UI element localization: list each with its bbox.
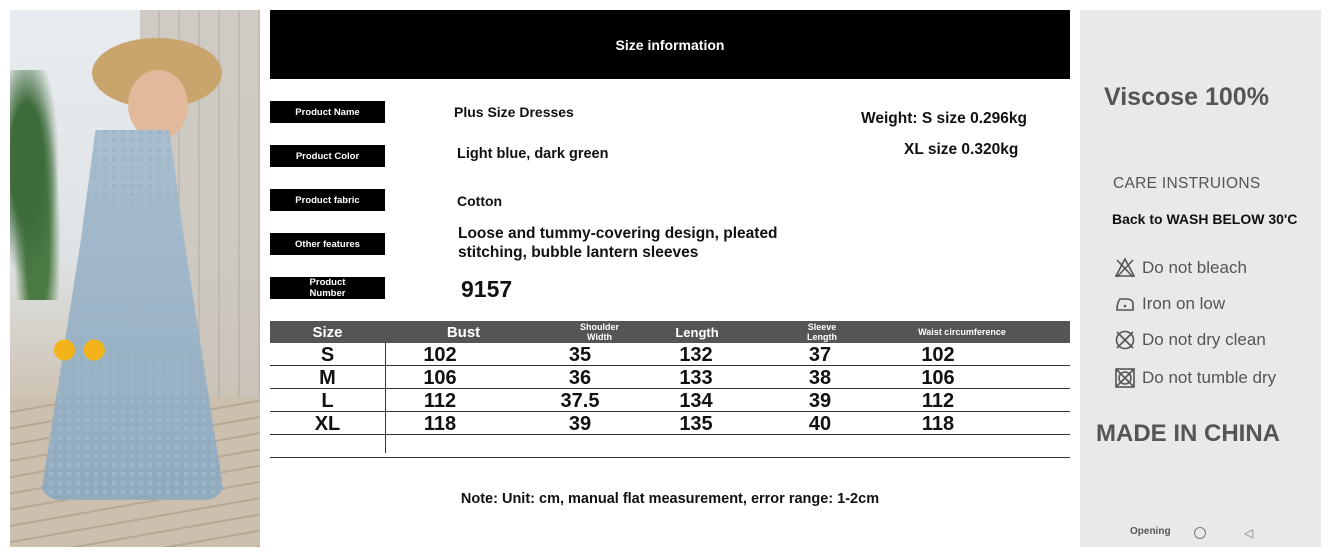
size-table bbox=[270, 321, 1070, 458]
cell-bust: 118 bbox=[423, 413, 457, 435]
weight-xl: XL size 0.320kg bbox=[904, 141, 1019, 158]
cell-shoulder: 39 bbox=[568, 413, 592, 435]
header-length: Length bbox=[675, 324, 719, 340]
cell-sleeve: 37 bbox=[808, 344, 832, 366]
table-row bbox=[270, 389, 1070, 412]
cell-length: 135 bbox=[679, 413, 713, 435]
iron-low-icon bbox=[1114, 293, 1136, 315]
no-tumble-dry-icon bbox=[1114, 367, 1136, 389]
cell-shoulder: 37.5 bbox=[560, 390, 600, 412]
care-item-text: Iron on low bbox=[1142, 294, 1226, 313]
table-row bbox=[270, 366, 1070, 389]
product-photo bbox=[10, 10, 260, 547]
plant bbox=[10, 70, 65, 300]
wash-instruction: Back to WASH BELOW 30'C bbox=[1112, 211, 1298, 227]
no-bleach-icon bbox=[1114, 257, 1136, 279]
header-sleeve-length: Sleeve Length bbox=[807, 322, 837, 342]
care-item-text: Do not bleach bbox=[1142, 258, 1247, 277]
cell-size: S bbox=[320, 344, 335, 366]
table-row bbox=[270, 412, 1070, 435]
size-info-banner bbox=[270, 10, 1070, 79]
cell-bust: 106 bbox=[423, 367, 457, 389]
value-product-color: Light blue, dark green bbox=[457, 146, 609, 162]
header-waist-circumference: Waist circumference bbox=[918, 327, 1006, 337]
table-row bbox=[270, 343, 1070, 366]
label-product-number: Product Number bbox=[270, 277, 385, 299]
cell-sleeve: 40 bbox=[808, 413, 832, 435]
care-label bbox=[1080, 10, 1321, 547]
cell-length: 134 bbox=[679, 390, 713, 412]
value-product-number: 9157 bbox=[461, 276, 513, 302]
cell-waist: 106 bbox=[921, 367, 955, 389]
model-head bbox=[128, 70, 188, 140]
table-header bbox=[270, 321, 1070, 343]
banner-title: Size information bbox=[615, 36, 725, 53]
care-item bbox=[1114, 329, 1266, 351]
origin-text: MADE IN CHINA bbox=[1096, 420, 1280, 447]
cell-bust: 112 bbox=[423, 390, 457, 412]
back-triangle-icon: ◁ bbox=[1244, 526, 1254, 540]
cell-waist: 112 bbox=[921, 390, 955, 412]
cell-sleeve: 39 bbox=[808, 390, 832, 412]
measurement-note: Note: Unit: cm, manual flat measurement, error range: 1-2cm bbox=[460, 491, 880, 507]
home-circle-icon bbox=[1194, 527, 1206, 539]
cell-shoulder: 35 bbox=[568, 344, 592, 366]
label-product-color: Product Color bbox=[270, 145, 385, 167]
weight-s: Weight: S size 0.296kg bbox=[861, 110, 1027, 127]
no-dry-clean-icon bbox=[1114, 329, 1136, 351]
header-shoulder-width: Shoulder Width bbox=[579, 322, 619, 342]
label-product-name: Product Name bbox=[270, 101, 385, 123]
care-item-text: Do not tumble dry bbox=[1142, 368, 1277, 387]
cell-shoulder: 36 bbox=[568, 367, 592, 389]
table-divider bbox=[385, 343, 386, 453]
cell-bust: 102 bbox=[423, 344, 457, 366]
cell-size: L bbox=[321, 390, 334, 412]
cell-sleeve: 38 bbox=[808, 367, 832, 389]
cell-waist: 118 bbox=[921, 413, 955, 435]
cell-length: 133 bbox=[679, 367, 713, 389]
material-text: Viscose 100% bbox=[1104, 83, 1269, 111]
label-other-features: Other features bbox=[270, 233, 385, 255]
value-product-fabric: Cotton bbox=[457, 193, 503, 209]
footer-text: Opening bbox=[1130, 526, 1171, 537]
cell-length: 132 bbox=[679, 344, 713, 366]
value-product-name: Plus Size Dresses bbox=[454, 104, 574, 120]
label-product-fabric: Product fabric bbox=[270, 189, 385, 211]
care-item bbox=[1114, 367, 1276, 389]
cell-size: XL bbox=[314, 413, 341, 435]
table-row-empty bbox=[270, 435, 1070, 458]
care-item bbox=[1114, 257, 1247, 279]
care-item-text: Do not dry clean bbox=[1142, 330, 1266, 349]
value-other-features: Loose and tummy-covering design, pleated stitching, bubble lantern sleeves bbox=[458, 225, 778, 261]
care-heading: CARE INSTRUIONS bbox=[1113, 175, 1261, 192]
sunflower-bouquet bbox=[48, 328, 114, 372]
cell-waist: 102 bbox=[921, 344, 955, 366]
header-bust: Bust bbox=[446, 323, 481, 341]
header-size: Size bbox=[312, 323, 343, 341]
care-item bbox=[1114, 293, 1225, 315]
cell-size: M bbox=[319, 367, 336, 389]
